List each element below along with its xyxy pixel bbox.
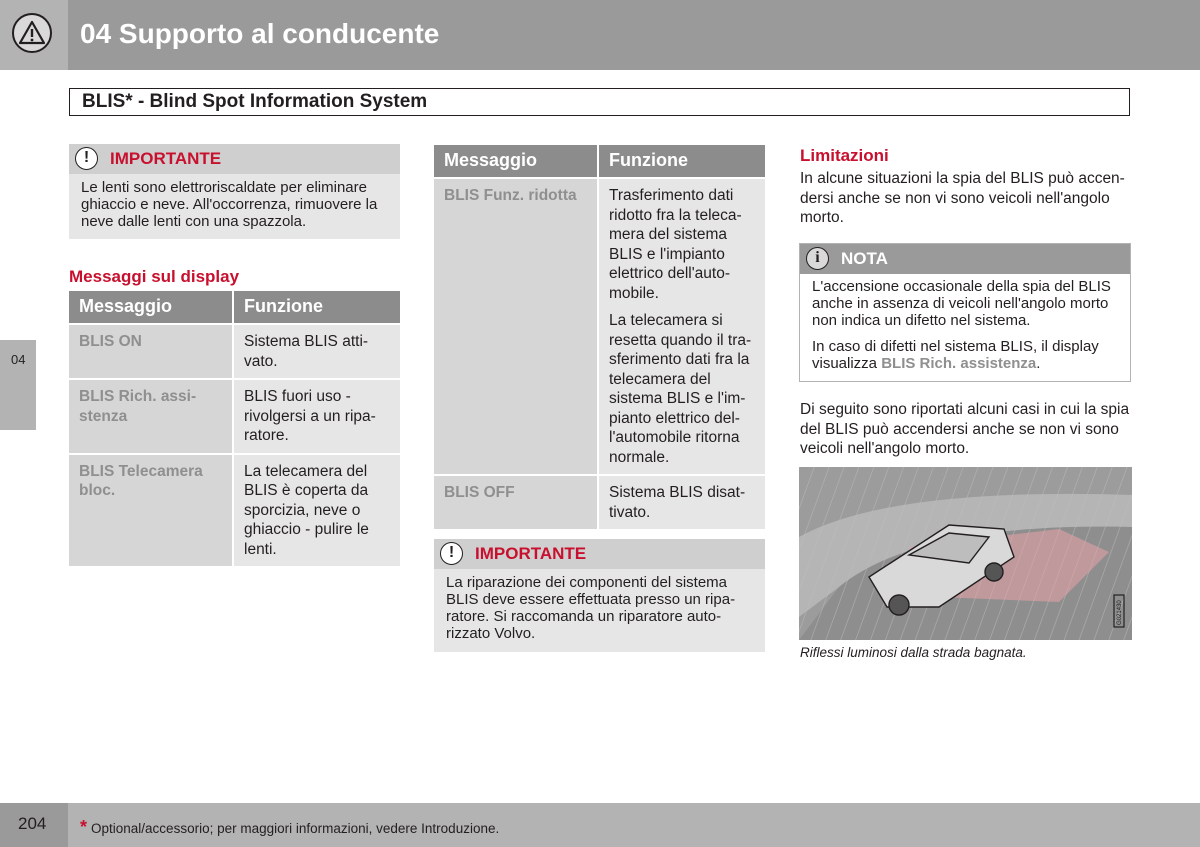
important-box-text: La riparazione dei componenti del sistema BLIS deve essere effettuata presso un ripa-ratore. Si raccomanda un riparatore auto-rizzato Volvo. [446, 574, 736, 642]
wet-road-illustration [799, 467, 1132, 640]
message-cell: BLIS OFF [434, 474, 599, 529]
important-box [434, 539, 765, 652]
page-number: 204 [18, 814, 47, 833]
column-header-function: Funzione [234, 291, 400, 323]
table-row [69, 453, 400, 567]
illustration-caption: Riflessi luminosi dalla strada bagnata. [800, 645, 1027, 660]
table-row [434, 474, 765, 529]
important-box-title: IMPORTANTE [475, 544, 587, 563]
table-row [434, 177, 765, 474]
column-header-message: Messaggio [69, 291, 234, 323]
section-title: BLIS* - Blind Spot Information System [82, 91, 428, 112]
table-header-row [69, 291, 400, 323]
important-box [69, 144, 400, 239]
note-highlight: BLIS Rich. assistenza [881, 355, 1037, 372]
illustration-code: G021430 [1117, 600, 1123, 625]
cases-text: Di seguito sono riportati alcuni casi in cui la spia del BLIS può accendersi anche se non vi sono veicoli nell'angolo morto. [800, 401, 1130, 457]
display-messages-heading: Messaggi sul display [69, 267, 240, 286]
messages-table-continued [434, 145, 765, 529]
footnote-asterisk: * [80, 817, 88, 837]
note-box [799, 243, 1131, 382]
message-cell: BLIS Funz. ridotta [434, 177, 599, 474]
function-cell: Sistema BLIS disat-tivato. [599, 474, 765, 529]
display-messages-table [69, 291, 400, 566]
limitations-text: In alcune situazioni la spia del BLIS può accen-dersi anche se non vi sono veicoli nell'angolo morto. [800, 170, 1125, 226]
footnote-text: Optional/accessorio; per maggiori informazioni, vedere Introduzione. [91, 821, 500, 836]
note-text-end: . [1036, 355, 1041, 372]
info-icon: i [806, 247, 829, 270]
message-cell: BLIS Rich. assi-stenza [69, 378, 234, 453]
limitations-heading: Limitazioni [800, 146, 889, 165]
column-header-message: Messaggio [434, 145, 599, 177]
important-box-title: IMPORTANTE [110, 149, 222, 168]
function-cell: La telecamera del BLIS è coperta da sporcizia, neve o ghiaccio - pulire le lenti. [234, 453, 400, 567]
note-paragraph: L'accensione occasionale della spia del BLIS anche in assenza di veicoli nell'angolo morto non indica un difetto nel sistema. [812, 278, 1111, 329]
chapter-side-tab-label: 04 [11, 352, 26, 367]
message-cell: BLIS ON [69, 323, 234, 378]
note-text: In caso di difetti nel sistema BLIS, il display visualizza [812, 338, 1099, 372]
footnote [80, 817, 499, 838]
note-paragraph [812, 338, 1120, 372]
chapter-title: 04 Supporto al conducente [80, 18, 440, 49]
column-header-function: Funzione [599, 145, 765, 177]
exclamation-icon: ! [75, 147, 98, 170]
function-cell [599, 177, 765, 474]
exclamation-icon: ! [440, 542, 463, 565]
message-cell: BLIS Telecamera bloc. [69, 453, 234, 567]
note-box-title: NOTA [841, 249, 888, 268]
table-row [69, 378, 400, 453]
warning-triangle-icon [12, 13, 52, 53]
function-cell: Sistema BLIS atti-vato. [234, 323, 400, 378]
important-box-text: Le lenti sono elettroriscaldate per eliminare ghiaccio e neve. All'occorrenza, rimuovere la neve dalle lenti con una spazzola. [81, 179, 378, 230]
function-cell: BLIS fuori uso - rivolgersi a un ripa-ratore. [234, 378, 400, 453]
table-row [69, 323, 400, 378]
function-paragraph: Trasferimento dati ridotto fra la teleca-mera del sistema BLIS e l'impianto elettrico dell'auto-mobile. [609, 187, 742, 302]
function-paragraph: La telecamera si resetta quando il tra-sferimento dati fra la telecamera del sistema BLIS e l'im-pianto elettrico del-l'automobile ritorna normale. [609, 312, 752, 466]
table-header-row [434, 145, 765, 177]
